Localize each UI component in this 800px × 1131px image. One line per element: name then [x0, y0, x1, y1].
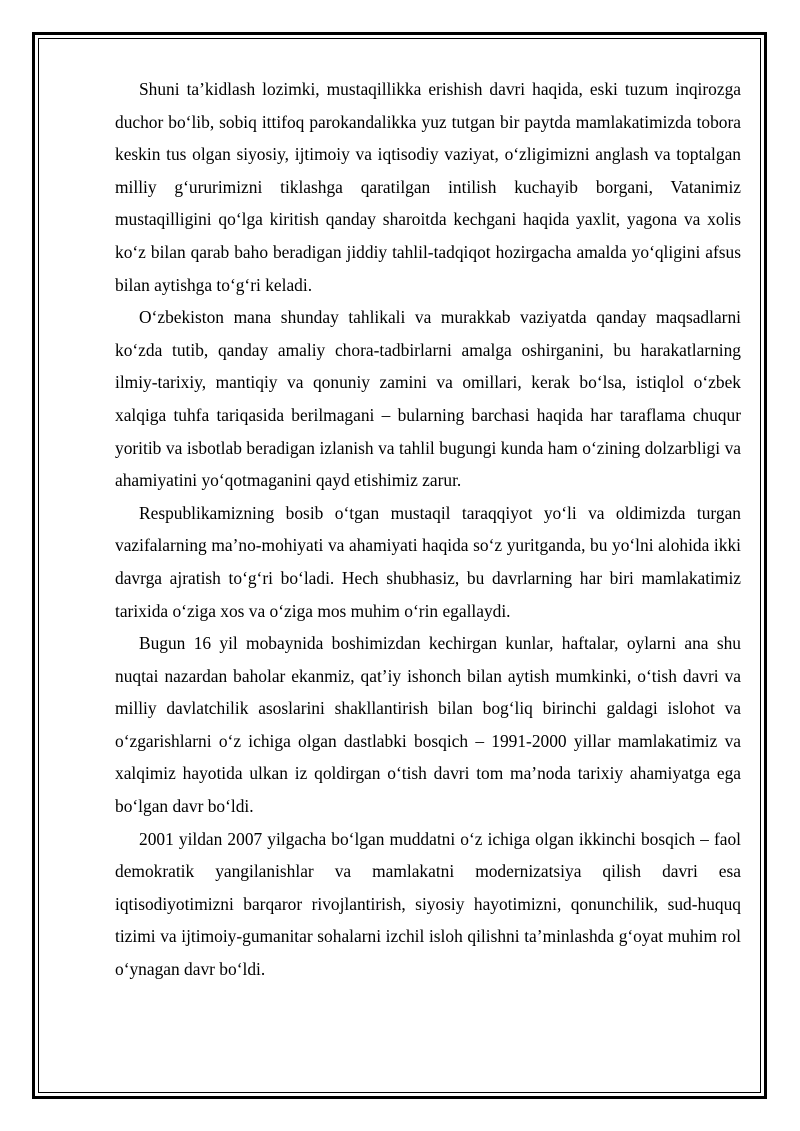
document-body [115, 73, 741, 986]
paragraph: O‘zbekiston mana shunday tahlikali va murakkab vaziyatda qanday maqsadlarni ko‘zda tutib, qanday amaliy chora-tadbirlarni amalga oshirganini, bu harakatlarning ilmiy-tarixiy, mantiqiy va qonuniy zamini va omillari, kerak bo‘lsa, istiqlol o‘zbek xalqiga tuhfa tariqasida berilmagani – bularning barchasi haqida har taraflama chuqur yoritib va isbotlab beradigan izlanish va tahlil bugungi kunda ham o‘zining dolzarbligi va ahamiyatini yo‘qotmaganini qayd etishimiz zarur. [115, 307, 741, 491]
paragraph: Shuni ta’kidlash lozimki, mustaqillikka erishish davri haqida, eski tuzum inqirozga duchor bo‘lib, sobiq ittifoq parokandalikka yuz tutgan bir paytda mamlakatimizda tobora keskin tus olgan siyosiy, ijtimoiy va iqtisodiy vaziyat, o‘zligimizni anglash va toptalgan milliy g‘ururimizni tiklashga qaratilgan intilish kuchayib borgani, Vatanimiz mustaqilligini qo‘lga kiritish qanday sharoitda kechgani haqida yaxlit, yagona va xolis ko‘z bilan qarab baho beradigan jiddiy tahlil-tadqiqot hozirgacha amalda yo‘qligini afsus bilan aytishga to‘g‘ri keladi. [115, 79, 741, 295]
paragraph: Respublikamizning bosib o‘tgan mustaqil taraqqiyot yo‘li va oldimizda turgan vazifalarning ma’no-mohiyati va ahamiyati haqida so‘z yuritganda, bu yo‘lni alohida ikki davrga ajratish to‘g‘ri bo‘ladi. Hech shubhasiz, bu davrlarning har biri mamlakatimiz tarixida o‘ziga xos va o‘ziga mos muhim o‘rin egallaydi. [115, 502, 741, 621]
paragraph: 2001 yildan 2007 yilgacha bo‘lgan muddatni o‘z ichiga olgan ikkinchi bosqich – faol demokratik yangilanishlar va mamlakatni modernizatsiya qilish davri esa iqtisodiyotimizni barqaror rivojlantirish, siyosiy hayotimizni, qonunchilik, sud-huquq tizimi va ijtimoiy-gumanitar sohalarni izchil isloh qilishni ta’minlashda g‘oyat muhim rol o‘ynagan davr bo‘ldi. [115, 828, 741, 980]
paragraph: Bugun 16 yil mobaynida boshimizdan kechirgan kunlar, haftalar, oylarni ana shu nuqtai nazardan baholar ekanmiz, qat’iy ishonch bilan aytish mumkinki, o‘tish davri va milliy davlatchilik asoslarini shakllantirish bilan bog‘liq birinchi galdagi islohot va o‘zgarishlarni o‘z ichiga olgan dastlabki bosqich – 1991-2000 yillar mamlakatimiz va xalqimiz hayotida ulkan iz qoldirgan o‘tish davri tom ma’noda tarixiy ahamiyatga ega bo‘lgan davr bo‘ldi. [115, 633, 741, 817]
